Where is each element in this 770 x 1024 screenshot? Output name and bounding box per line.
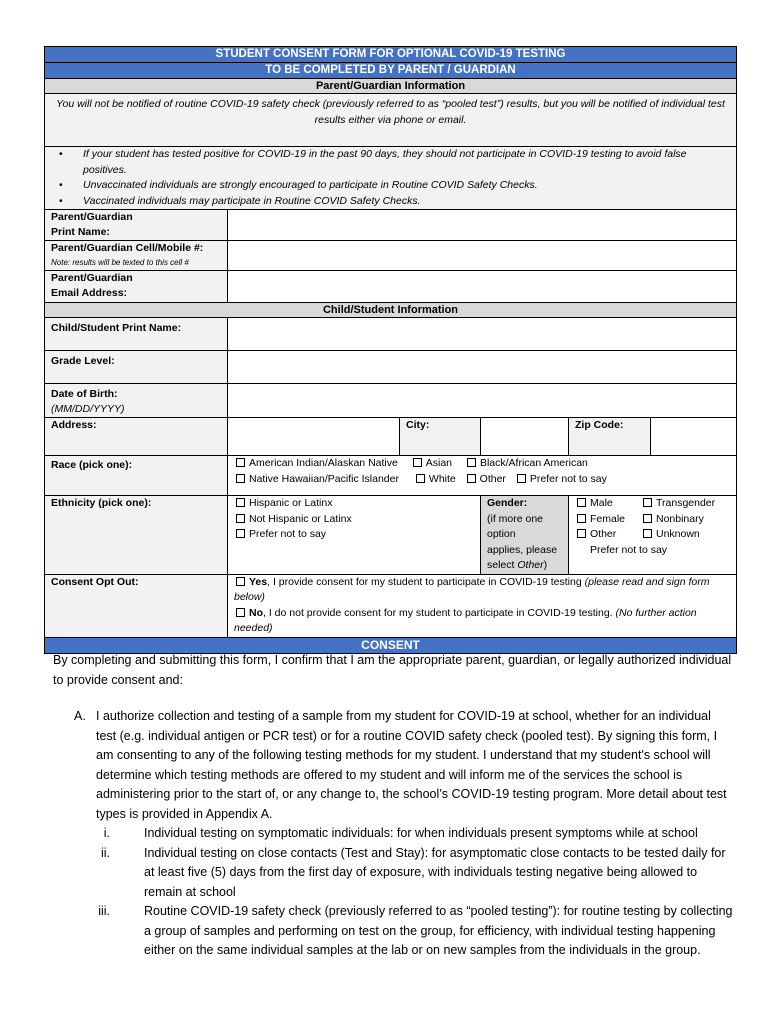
- checkbox-icon[interactable]: [236, 458, 245, 467]
- results-notice: You will not be notified of routine COVID-19 safety check (previously referred to as “pooled test”) results, but you will be notified of individual test results either via phone or email.: [45, 94, 737, 147]
- dob-label: Date of Birth: (MM/DD/YYYY): [45, 384, 228, 418]
- checkbox-icon[interactable]: [236, 498, 245, 507]
- gender-label-cell: Gender: (if more one option applies, please select Other): [481, 496, 569, 575]
- checkbox-icon[interactable]: [467, 474, 476, 483]
- consent-form: [44, 46, 736, 654]
- checkbox-icon[interactable]: [517, 474, 526, 483]
- gender-options: [569, 496, 737, 575]
- race-option-white[interactable]: White: [414, 473, 456, 485]
- guidance-bullets: [45, 147, 737, 210]
- consent-sub-item: iii. Routine COVID-19 safety check (previously referred to as “pooled testing”): for routine testing by collecting a group of samples and performing on test on the group, for efficiency, with individual testing happening either on the same individual samples at the lab or on new samples from the individuals in the group.: [98, 904, 733, 957]
- gender-option-prefer-not[interactable]: Prefer not to say: [590, 543, 668, 556]
- checkbox-icon[interactable]: [643, 529, 652, 538]
- parent-cell-field[interactable]: [228, 241, 737, 271]
- item-a-text: I authorize collection and testing of a sample from my student for COVID-19 at school, whether for an individual test (e.g. individual antigen or PCR test) or for a routine COVID safety check (pooled test). By signing this form, I am consenting to any of the following testing methods for my student. I understand that my student's school will determine which testing methods are offered to my student and will inform me of the services the school is administering prior to the start of, or any change to, the school’s COVID-19 testing program. More detail about test types is provided in Appendix A.: [96, 709, 727, 821]
- checkbox-icon[interactable]: [413, 458, 422, 467]
- parent-section-title: Parent/Guardian Information: [45, 79, 737, 94]
- consent-section-title: CONSENT: [45, 637, 737, 653]
- gender-label: Gender:: [487, 497, 528, 509]
- race-option-black[interactable]: Black/African American: [465, 457, 588, 469]
- race-option-american-indian[interactable]: American Indian/Alaskan Native: [234, 457, 398, 469]
- consent-intro: [53, 651, 733, 690]
- bullet-item: • Vaccinated individuals may participate in Routine COVID Safety Checks.: [83, 194, 730, 210]
- consent-item-a: [74, 707, 734, 961]
- bullet-item: • Unvaccinated individuals are strongly encouraged to participate in Routine COVID Safety Checks.: [83, 178, 730, 194]
- checkbox-icon[interactable]: [236, 608, 245, 617]
- student-name-label: Child/Student Print Name:: [45, 318, 228, 351]
- parent-name-field[interactable]: [228, 210, 737, 241]
- checkbox-icon[interactable]: [416, 474, 425, 483]
- gender-option-transgender[interactable]: Transgender: [641, 497, 715, 509]
- consent-yes-option[interactable]: Yes, I provide consent for my student to participate in COVID-19 testing (please read and sign form below): [234, 575, 710, 603]
- grade-level-field[interactable]: [228, 351, 737, 384]
- ethnicity-label: Ethnicity (pick one):: [45, 496, 228, 575]
- checkbox-icon[interactable]: [577, 498, 586, 507]
- race-option-hawaiian[interactable]: Native Hawaiian/Pacific Islander: [234, 473, 399, 485]
- consent-no-option[interactable]: No, I do not provide consent for my student to participate in COVID-19 testing. (No further action needed): [234, 606, 697, 634]
- race-label: Race (pick one):: [45, 456, 228, 496]
- form-subtitle: TO BE COMPLETED BY PARENT / GUARDIAN: [45, 63, 737, 79]
- ethnicity-option-not-hispanic[interactable]: Not Hispanic or Latinx: [234, 512, 474, 528]
- consent-sub-item: i. Individual testing on symptomatic individuals: for when individuals present symptoms while at school: [103, 826, 698, 840]
- consent-opt-options: [228, 574, 737, 637]
- gender-option-female[interactable]: Female: [575, 512, 641, 528]
- consent-intro-text: By completing and submitting this form, I confirm that I am the appropriate parent, guardian, or legally authorized individual to provide consent and:: [53, 653, 732, 687]
- parent-email-field[interactable]: [228, 271, 737, 303]
- checkbox-icon[interactable]: [236, 529, 245, 538]
- parent-name-label: Parent/Guardian Print Name:: [45, 210, 228, 241]
- city-label: City:: [400, 418, 481, 456]
- checkbox-icon[interactable]: [236, 474, 245, 483]
- address-field[interactable]: [228, 418, 400, 456]
- bullet-item: • If your student has tested positive for COVID-19 in the past 90 days, they should not participate in COVID-19 testing to avoid false positives.: [83, 147, 730, 178]
- parent-cell-label: Parent/Guardian Cell/Mobile #: Note: results will be texted to this cell #: [45, 241, 228, 271]
- city-field[interactable]: [481, 418, 569, 456]
- student-name-field[interactable]: [228, 318, 737, 351]
- gender-option-nonbinary[interactable]: Nonbinary: [641, 513, 704, 525]
- ethnicity-option-prefer-not[interactable]: Prefer not to say: [234, 527, 474, 543]
- item-a-letter: A.: [74, 709, 86, 723]
- race-option-asian[interactable]: Asian: [411, 457, 452, 469]
- checkbox-icon[interactable]: [236, 577, 245, 586]
- form-table: [44, 46, 737, 654]
- parent-email-label: Parent/Guardian Email Address:: [45, 271, 228, 303]
- grade-level-label: Grade Level:: [45, 351, 228, 384]
- consent-opt-label: Consent Opt Out:: [45, 574, 228, 637]
- ethnicity-option-hispanic[interactable]: Hispanic or Latinx: [234, 496, 474, 512]
- race-option-prefer-not[interactable]: Prefer not to say: [515, 473, 607, 485]
- ethnicity-options: [228, 496, 481, 575]
- address-label: Address:: [45, 418, 228, 456]
- child-section-title: Child/Student Information: [45, 303, 737, 318]
- consent-sub-item: ii. Individual testing on close contacts (Test and Stay): for asymptomatic close contacts to be tested daily for at least five (5) days from the first day of exposure, with individuals testing negative being allowed to remain at school: [100, 845, 726, 899]
- checkbox-icon[interactable]: [577, 529, 586, 538]
- checkbox-icon[interactable]: [643, 498, 652, 507]
- checkbox-icon[interactable]: [643, 514, 652, 523]
- dob-field[interactable]: [228, 384, 737, 418]
- checkbox-icon[interactable]: [467, 458, 476, 467]
- race-options: [228, 456, 737, 496]
- checkbox-icon[interactable]: [577, 514, 586, 523]
- gender-option-other[interactable]: Other: [575, 527, 641, 543]
- form-title: STUDENT CONSENT FORM FOR OPTIONAL COVID-19 TESTING: [45, 47, 737, 63]
- checkbox-icon[interactable]: [236, 514, 245, 523]
- gender-option-male[interactable]: Male: [575, 496, 641, 512]
- zip-field[interactable]: [651, 418, 737, 456]
- cell-note: Note: results will be texted to this cell #: [51, 258, 189, 267]
- gender-option-unknown[interactable]: Unknown: [641, 528, 700, 540]
- zip-label: Zip Code:: [569, 418, 651, 456]
- race-option-other[interactable]: Other: [465, 473, 506, 485]
